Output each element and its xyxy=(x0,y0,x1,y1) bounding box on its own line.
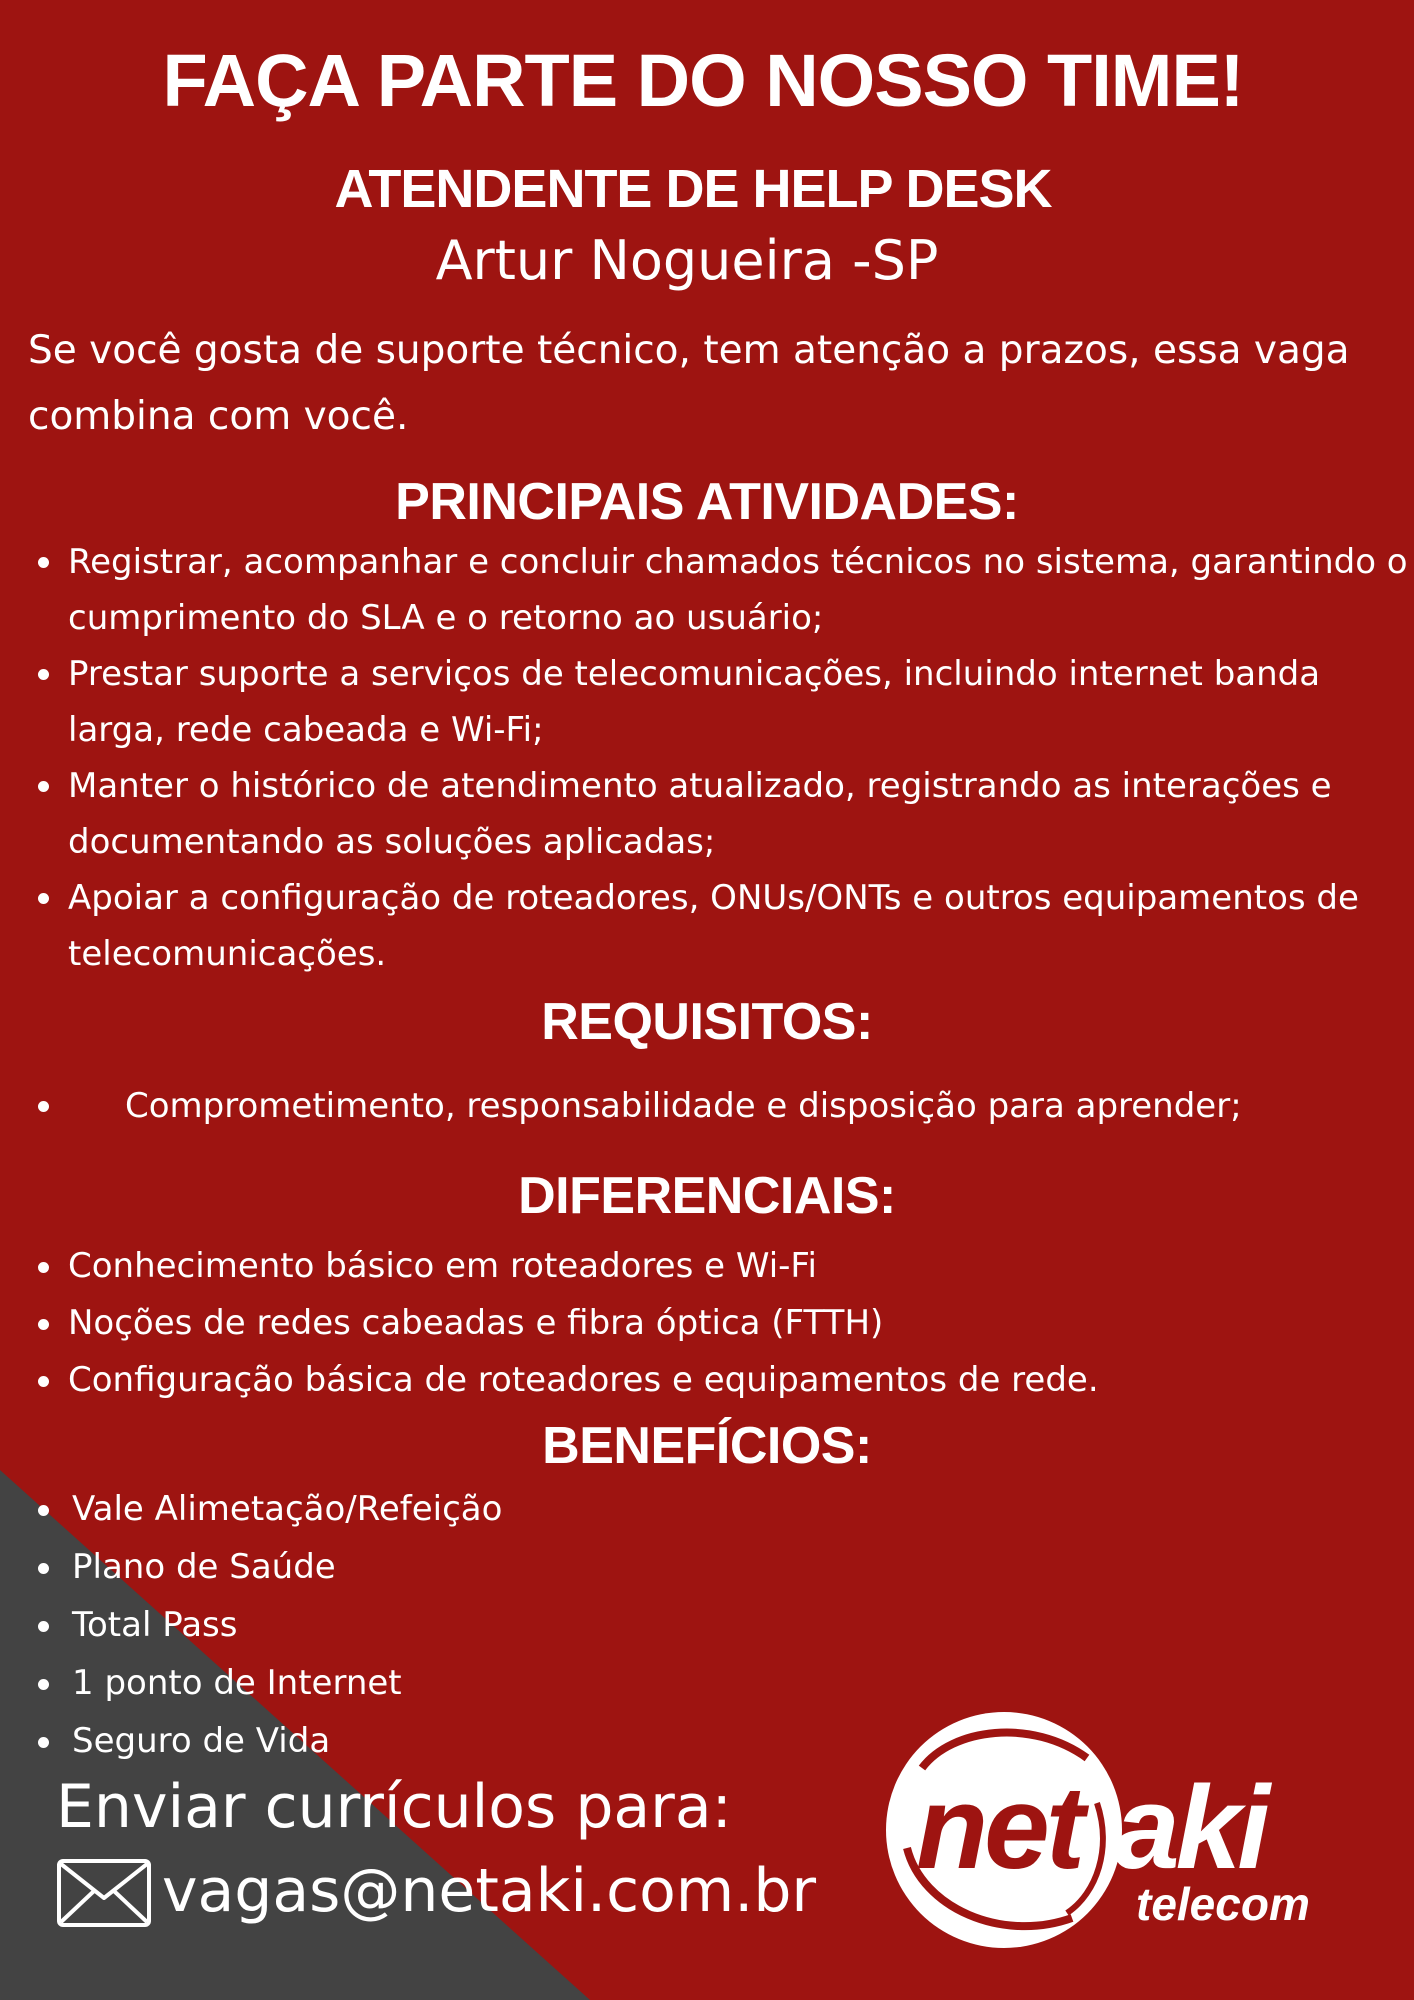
list-item: Seguro de Vida xyxy=(28,1712,828,1770)
differentials-title: DIFERENCIAIS: xyxy=(518,1167,896,1225)
svg-text:net: net xyxy=(916,1762,1081,1894)
list-item: Configuração básica de roteadores e equipamentos de rede. xyxy=(28,1352,1408,1409)
headline: FAÇA PARTE DO NOSSO TIME! xyxy=(162,39,1244,122)
list-item: Conhecimento básico em roteadores e Wi-Fi xyxy=(28,1238,1408,1295)
benefits-list xyxy=(28,1480,828,1770)
job-role-title: ATENDENTE DE HELP DESK xyxy=(334,159,1052,219)
benefits-title: BENEFÍCIOS: xyxy=(542,1417,872,1475)
list-item: Plano de Saúde xyxy=(28,1538,828,1596)
list-item: Total Pass xyxy=(28,1596,828,1654)
list-item: Apoiar a configuração de roteadores, ONUs/ONTs e outros equipamentos de telecomunicações. xyxy=(28,870,1408,982)
send-cv-label: Enviar currículos para: xyxy=(56,1772,732,1842)
activities-title: PRINCIPAIS ATIVIDADES: xyxy=(395,473,1019,531)
intro-text: Se você gosta de suporte técnico, tem atenção a prazos, essa vaga combina com você. xyxy=(28,328,1350,439)
netaki-logo xyxy=(882,1708,1358,1952)
requirements-title: REQUISITOS: xyxy=(541,993,873,1051)
email-link[interactable]: vagas@netaki.com.br xyxy=(162,1856,817,1926)
job-location: Artur Nogueira -SP xyxy=(435,229,939,292)
activities-list xyxy=(28,534,1408,982)
svg-text:aki: aki xyxy=(1114,1762,1267,1894)
list-item: Registrar, acompanhar e concluir chamados técnicos no sistema, garantindo o cumprimento do SLA e o retorno ao usuário; xyxy=(28,534,1408,646)
list-item: Manter o histórico de atendimento atualizado, registrando as interações e documentando as soluções aplicadas; xyxy=(28,758,1408,870)
netaki-logo-graphic xyxy=(882,1708,1358,1952)
list-item: Vale Alimetação/Refeição xyxy=(28,1480,828,1538)
requirements-list xyxy=(28,1078,1408,1134)
mail-icon xyxy=(56,1858,152,1928)
differentials-list xyxy=(28,1238,1408,1409)
list-item: Comprometimento, responsabilidade e disposição para aprender; xyxy=(28,1078,1408,1134)
list-item: 1 ponto de Internet xyxy=(28,1654,828,1712)
svg-text:telecom: telecom xyxy=(1136,1878,1310,1930)
list-item: Prestar suporte a serviços de telecomunicações, incluindo internet banda larga, rede cabeada e Wi-Fi; xyxy=(28,646,1408,758)
list-item: Noções de redes cabeadas e fibra óptica (FTTH) xyxy=(28,1295,1408,1352)
